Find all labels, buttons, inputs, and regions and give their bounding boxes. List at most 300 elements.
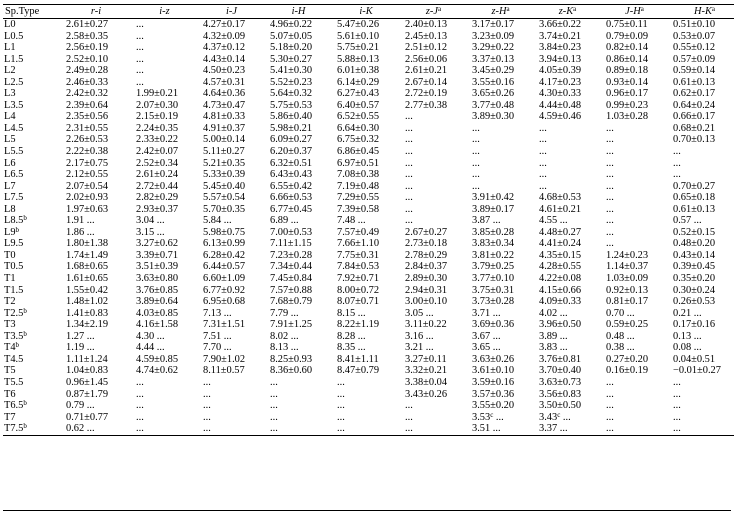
color-value-cell: 0.51±0.10	[673, 19, 716, 30]
color-value-cell: 3.65 ...	[472, 342, 501, 354]
color-value-cell: 5.64±0.32	[270, 88, 313, 100]
table-row	[3, 308, 734, 320]
color-value-cell: 3.38±0.04	[405, 376, 448, 388]
color-value-cell: 2.17±0.75	[66, 157, 109, 169]
color-value-cell: ...	[673, 376, 681, 388]
color-value-cell: 2.40±0.13	[405, 19, 448, 30]
color-value-cell: 1.68±0.65	[66, 261, 109, 273]
color-value-cell: 2.84±0.37	[405, 261, 448, 273]
column-header-label: z-K	[558, 5, 574, 17]
table-row	[3, 192, 734, 204]
color-value-cell: 2.78±0.29	[405, 249, 448, 261]
color-value-cell: 3.23±0.09	[472, 30, 515, 42]
column-header-footnote: a	[573, 4, 577, 13]
table-row	[3, 42, 734, 54]
color-value-cell: 2.39±0.64	[66, 99, 109, 111]
cell-footnote: c	[557, 410, 561, 419]
color-value-cell: 6.32±0.51	[270, 157, 313, 169]
color-value-cell: 5.84 ...	[203, 215, 232, 227]
color-value-cell: 1.91 ...	[66, 215, 95, 227]
color-value-cell: 6.52±0.55	[337, 111, 380, 123]
spectral-type-label: T4.5	[4, 353, 24, 365]
column-header-label: i-H	[291, 5, 306, 17]
spectral-type-cell	[3, 88, 61, 100]
color-value-cell: 2.82±0.29	[136, 192, 179, 204]
color-value-cell: 3.69±0.36	[472, 319, 515, 331]
color-value-cell: ...	[337, 388, 345, 400]
color-value-cell: 1.34±2.19	[66, 319, 109, 331]
color-value-cell: 6.28±0.42	[203, 249, 246, 261]
table-header	[3, 5, 734, 19]
color-value-cell: 8.36±0.60	[270, 365, 313, 377]
row-footnote: b	[23, 422, 27, 431]
color-value-cell: 0.26±0.53	[673, 296, 716, 308]
color-value-cell: ...	[673, 157, 681, 169]
color-value-cell: 0.70±0.27	[673, 180, 716, 192]
color-value-cell: ...	[405, 180, 413, 192]
color-value-cell: 3.87 ...	[472, 215, 501, 227]
color-value-cell: ...	[539, 134, 547, 146]
color-value-cell: 2.61±0.27	[66, 19, 109, 30]
color-value-cell: 7.48 ...	[337, 215, 366, 227]
color-value-cell: 4.91±0.37	[203, 122, 246, 134]
column-header-footnote: a	[640, 4, 644, 13]
color-value-cell: 2.46±0.33	[66, 76, 109, 88]
spectral-type-cell	[3, 100, 61, 112]
spectral-type-label: T6.5	[4, 400, 24, 412]
color-value-cell: 2.56±0.06	[405, 53, 448, 65]
color-value-cell: 3.56±0.83	[539, 388, 582, 400]
color-value-cell: ...	[606, 134, 614, 146]
color-value-cell: 3.39±0.71	[136, 249, 179, 261]
spectral-type-cell	[3, 365, 61, 377]
color-value-cell: 2.77±0.38	[405, 99, 448, 111]
table-row	[3, 146, 734, 158]
spectral-type-label: T7	[4, 411, 16, 423]
spectral-type-cell	[3, 215, 61, 227]
color-value-cell: 2.07±0.54	[66, 180, 109, 192]
column-header-label: J-H	[625, 5, 641, 17]
spectral-type-label: L1	[4, 42, 16, 54]
color-value-cell: 1.80±1.38	[66, 238, 109, 250]
color-value-cell: 5.11±0.27	[203, 146, 245, 158]
color-value-cell: 7.11±1.15	[270, 238, 312, 250]
color-value-cell: 3.59±0.16	[472, 376, 515, 388]
color-value-cell: 3.83±0.34	[472, 238, 515, 250]
color-value-cell: ...	[203, 400, 211, 412]
color-value-cell: 3.37±0.13	[472, 53, 515, 65]
color-value-cell: ...	[405, 134, 413, 146]
color-value-cell: 0.21 ...	[673, 307, 702, 319]
column-header-label: Sp.Type	[5, 5, 40, 17]
column-header-label: i-K	[359, 5, 373, 17]
table-row	[3, 238, 734, 250]
color-value-cell: 2.52±0.34	[136, 157, 179, 169]
color-value-cell: 0.71±0.77	[66, 411, 109, 423]
table-row	[3, 227, 734, 239]
color-value-cell: 4.74±0.62	[136, 365, 179, 377]
table-row	[3, 412, 734, 424]
row-footnote: b	[23, 306, 27, 315]
color-value-cell: ...	[472, 169, 480, 181]
color-value-cell: 2.94±0.31	[405, 284, 448, 296]
color-value-cell: 4.41±0.24	[539, 238, 582, 250]
color-value-cell: 3.77±0.10	[472, 273, 515, 285]
color-value-cell: ...	[539, 146, 547, 158]
color-value-cell: 2.61±0.24	[136, 169, 179, 181]
color-value-cell: 6.27±0.43	[337, 88, 380, 100]
spectral-type-cell	[3, 412, 61, 424]
color-value-cell: 8.00±0.72	[337, 284, 380, 296]
color-value-cell: 1.24±0.23	[606, 249, 649, 261]
color-value-cell: ...	[405, 203, 413, 215]
color-value-cell: 3.94±0.13	[539, 53, 582, 65]
spectral-type-label: L5	[4, 134, 16, 146]
color-value-cell: 2.12±0.55	[66, 169, 109, 181]
color-value-cell: ...	[405, 157, 413, 169]
color-value-cell: 3.70±0.40	[539, 365, 582, 377]
table-row	[3, 423, 734, 435]
column-header-footnote: a	[711, 4, 715, 13]
color-value-cell: 0.57±0.09	[673, 53, 716, 65]
color-value-cell: 5.88±0.13	[337, 53, 380, 65]
color-value-cell: ...	[270, 400, 278, 412]
spectral-type-label: L4	[4, 111, 16, 123]
color-value-cell: 7.66±1.10	[337, 238, 380, 250]
color-value-cell: 5.86±0.40	[270, 111, 313, 123]
color-value-cell: 3.91±0.42	[472, 192, 515, 204]
spectral-type-label: T7.5	[4, 423, 24, 435]
color-value-cell: 2.49±0.28	[66, 65, 109, 77]
color-value-cell: 0.48±0.20	[673, 238, 716, 250]
color-value-cell: 2.31±0.55	[66, 122, 109, 134]
color-value-cell: 3.00±0.10	[405, 296, 448, 308]
color-value-cell: 5.21±0.35	[203, 157, 246, 169]
color-value-cell: 3.21 ...	[405, 342, 434, 354]
color-value-cell: 1.61±0.65	[66, 273, 109, 285]
color-value-cell: 1.48±1.02	[66, 296, 109, 308]
color-value-cell: 8.13 ...	[270, 342, 299, 354]
color-value-cell: 2.61±0.21	[405, 65, 448, 77]
color-value-cell: 0.70±0.13	[673, 134, 716, 146]
color-value-cell: 0.52±0.15	[673, 226, 716, 238]
color-value-cell: ...	[606, 226, 614, 238]
color-value-cell: 3.45±0.29	[472, 65, 515, 77]
color-value-cell: 3.89±0.64	[136, 296, 179, 308]
color-value-cell: 3.73±0.28	[472, 296, 515, 308]
color-value-cell: 0.43±0.14	[673, 249, 716, 261]
color-value-cell: 3.76±0.85	[136, 284, 179, 296]
color-value-cell: 5.45±0.40	[203, 180, 246, 192]
color-value-cell: 2.73±0.18	[405, 238, 448, 250]
color-value-cell: 4.50±0.23	[203, 65, 246, 77]
color-value-cell: ...	[601, 423, 668, 435]
color-value-cell: 1.97±0.63	[66, 203, 109, 215]
color-value-cell: 6.01±0.38	[337, 65, 380, 77]
color-value-cell: 3.51±0.39	[136, 261, 179, 273]
color-value-cell: 8.02 ...	[270, 330, 299, 342]
color-value-cell: 7.79 ...	[270, 307, 299, 319]
color-value-cell: 3.85±0.28	[472, 226, 515, 238]
column-header-label: i-z	[159, 5, 170, 17]
color-value-cell: ...	[606, 146, 614, 158]
color-value-cell: 3.84±0.23	[539, 42, 582, 54]
color-value-cell: 7.51 ...	[203, 330, 232, 342]
color-value-cell: 1.99±0.21	[136, 88, 179, 100]
table-row	[3, 134, 734, 146]
color-value-cell: 6.60±1.09	[203, 273, 246, 285]
color-value-cell: 3.43$^c$ ...	[539, 410, 571, 423]
spectral-type-label: T3.5	[4, 330, 24, 342]
color-value-cell: ...	[136, 376, 144, 388]
spectral-type-cell	[3, 181, 61, 193]
column-header-label: H-K	[693, 5, 712, 17]
spectral-type-cell	[3, 389, 61, 401]
color-value-cell: 2.45±0.13	[405, 30, 448, 42]
color-value-cell: 2.52±0.10	[66, 53, 109, 65]
color-value-cell: 5.07±0.05	[270, 30, 313, 42]
color-value-cell: 3.55±0.20	[472, 400, 515, 412]
color-value-cell: 7.92±0.71	[337, 273, 380, 285]
color-value-cell: 4.96±0.22	[270, 19, 313, 30]
color-value-cell: 2.22±0.38	[66, 146, 109, 158]
spectral-type-cell	[3, 285, 61, 297]
color-value-cell: ...	[131, 423, 198, 435]
spectral-type-label: T0.5	[4, 261, 24, 273]
color-value-cell: 0.66±0.17	[673, 111, 716, 123]
color-value-cell: 4.61±0.21	[539, 203, 582, 215]
color-value-cell: 3.67 ...	[472, 330, 501, 342]
color-value-cell: 3.74±0.21	[539, 30, 582, 42]
color-value-cell: 4.05±0.39	[539, 65, 582, 77]
spectral-type-cell	[3, 377, 61, 389]
color-value-cell: 7.23±0.28	[270, 249, 313, 261]
spectral-type-label: T1	[4, 273, 16, 285]
table-row	[3, 331, 734, 343]
color-value-cell: 4.16±1.58	[136, 319, 179, 331]
column-header	[3, 5, 61, 19]
spectral-type-label: L7	[4, 180, 16, 192]
color-value-cell: 5.52±0.23	[270, 76, 313, 88]
color-value-cell: ...	[673, 400, 681, 412]
row-footnote: b	[23, 214, 27, 223]
color-value-cell: 3.77±0.48	[472, 99, 515, 111]
color-value-cell: ...	[405, 411, 413, 423]
color-value-cell: 1.55±0.42	[66, 284, 109, 296]
color-value-cell: 4.48±0.27	[539, 226, 582, 238]
spectral-type-label: L7.5	[4, 192, 24, 204]
color-value-cell: 2.51±0.12	[405, 42, 448, 54]
color-value-cell: 1.03±0.28	[606, 111, 649, 123]
color-value-cell: 0.13 ...	[673, 330, 702, 342]
color-value-cell: ...	[673, 411, 681, 423]
color-value-cell: 4.17±0.23	[539, 76, 582, 88]
color-value-cell: −0.01±0.27	[673, 365, 721, 377]
color-value-cell: 3.50±0.50	[539, 400, 582, 412]
column-header-label: z-J	[425, 5, 438, 17]
color-value-cell: 0.93±0.14	[606, 76, 649, 88]
color-value-cell: 3.63±0.80	[136, 273, 179, 285]
color-value-cell: ...	[539, 157, 547, 169]
color-value-cell: 0.48 ...	[606, 330, 635, 342]
color-value-cell: 3.51 ...	[467, 423, 534, 435]
color-value-cell: ...	[136, 53, 144, 65]
color-value-cell: 3.66±0.22	[539, 19, 582, 30]
spectral-type-label: L4.5	[4, 122, 24, 134]
row-footnote: b	[23, 329, 27, 338]
color-value-cell: ...	[136, 400, 144, 412]
color-value-cell: 4.43±0.14	[203, 53, 246, 65]
color-value-cell: ...	[136, 30, 144, 42]
spectral-type-cell	[3, 31, 61, 43]
spectral-color-table	[3, 4, 734, 436]
color-value-cell: 5.18±0.20	[270, 42, 313, 54]
color-value-cell: 4.64±0.36	[203, 88, 246, 100]
color-value-cell: 6.66±0.53	[270, 192, 313, 204]
color-value-cell: 7.39±0.58	[337, 203, 380, 215]
color-value-cell: ...	[668, 423, 734, 435]
color-value-cell: 3.89±0.30	[472, 111, 515, 123]
color-value-cell: ...	[337, 411, 345, 423]
spectral-type-cell	[3, 308, 61, 320]
color-value-cell: ...	[606, 169, 614, 181]
color-value-cell: 3.96±0.50	[539, 319, 582, 331]
color-value-cell: 2.24±0.35	[136, 122, 179, 134]
color-value-cell: 6.13±0.99	[203, 238, 246, 250]
spectral-type-label: T2	[4, 296, 16, 308]
column-header	[131, 5, 198, 19]
spectral-type-cell	[3, 158, 61, 170]
color-value-cell: ...	[400, 423, 467, 435]
table-row	[3, 273, 734, 285]
table-row	[3, 19, 734, 31]
column-header-footnote: a	[506, 4, 510, 13]
color-value-cell: 3.57±0.36	[472, 388, 515, 400]
color-value-cell: ...	[606, 180, 614, 192]
color-value-cell: ...	[136, 388, 144, 400]
spectral-type-label: T5.5	[4, 376, 24, 388]
color-value-cell: 7.31±1.51	[203, 319, 246, 331]
color-value-cell: 8.07±0.71	[337, 296, 380, 308]
color-value-cell: ...	[673, 169, 681, 181]
color-value-cell: ...	[539, 180, 547, 192]
table-row	[3, 158, 734, 170]
color-value-cell: 3.27±0.62	[136, 238, 179, 250]
color-value-cell: 3.29±0.22	[472, 42, 515, 54]
table-row	[3, 100, 734, 112]
color-value-cell: 1.27 ...	[66, 330, 95, 342]
color-value-cell: 6.77±0.45	[270, 203, 313, 215]
color-value-cell: 4.44 ...	[136, 342, 165, 354]
color-value-cell: 4.30±0.33	[539, 88, 582, 100]
color-value-cell: 0.96±0.17	[606, 88, 649, 100]
color-value-cell: 3.17±0.17	[472, 19, 515, 30]
color-value-cell: 8.25±0.93	[270, 353, 313, 365]
color-value-cell: 2.42±0.32	[66, 88, 109, 100]
spectral-type-label: T0	[4, 249, 16, 261]
spectral-type-label: T1.5	[4, 284, 24, 296]
table-row	[3, 65, 734, 77]
color-value-cell: 6.95±0.68	[203, 296, 246, 308]
color-value-cell: 7.13 ...	[203, 307, 232, 319]
color-value-cell: ...	[265, 423, 332, 435]
spectral-type-label: L2.5	[4, 76, 24, 88]
color-value-cell: 2.72±0.44	[136, 180, 179, 192]
color-value-cell: 2.58±0.35	[66, 30, 109, 42]
spectral-type-label: T5	[4, 365, 16, 377]
color-value-cell: 4.35±0.15	[539, 249, 582, 261]
color-value-cell: ...	[606, 192, 614, 204]
color-value-cell: ...	[203, 376, 211, 388]
color-value-cell: 6.20±0.37	[270, 146, 313, 158]
color-value-cell: 6.43±0.43	[270, 169, 313, 181]
color-value-cell: ...	[136, 76, 144, 88]
color-value-cell: 0.79 ...	[66, 400, 95, 412]
color-value-cell: ...	[606, 376, 614, 388]
color-value-cell: 0.17±0.16	[673, 319, 716, 331]
spectral-type-label: T6	[4, 388, 16, 400]
row-footnote: b	[23, 399, 27, 408]
color-value-cell: 0.55±0.12	[673, 42, 716, 54]
color-value-cell: 4.02 ...	[539, 307, 568, 319]
spectral-type-cell	[3, 19, 61, 31]
color-value-cell: 8.11±0.57	[203, 365, 245, 377]
color-value-cell: 0.65±0.18	[673, 192, 716, 204]
color-value-cell: 0.59±0.14	[673, 65, 716, 77]
spectral-type-cell	[3, 54, 61, 66]
spectral-type-label: L9	[4, 226, 16, 238]
table-row	[3, 342, 734, 354]
color-value-cell: 4.55 ...	[539, 215, 568, 227]
color-value-cell: 4.22±0.08	[539, 273, 582, 285]
color-value-cell: 3.05 ...	[405, 307, 434, 319]
color-value-cell: ...	[606, 400, 614, 412]
color-value-cell: 2.33±0.22	[136, 134, 179, 146]
color-value-cell: ...	[539, 169, 547, 181]
spectral-type-label: L8.5	[4, 215, 24, 227]
spectral-type-label: L3.5	[4, 99, 24, 111]
color-value-cell: 6.97±0.51	[337, 157, 380, 169]
color-value-cell: 1.14±0.37	[606, 261, 649, 273]
color-value-cell: ...	[606, 388, 614, 400]
color-value-cell: 3.81±0.22	[472, 249, 515, 261]
spectral-type-cell	[3, 331, 61, 343]
color-value-cell: 3.71 ...	[472, 307, 501, 319]
color-value-cell: ...	[405, 400, 413, 412]
color-value-cell: 0.30±0.24	[673, 284, 716, 296]
color-value-cell: 0.61±0.13	[673, 203, 716, 215]
color-value-cell: 2.67±0.27	[405, 226, 448, 238]
color-value-cell: 0.59±0.25	[606, 319, 649, 331]
table-row	[3, 88, 734, 100]
color-value-cell: 0.89±0.18	[606, 65, 649, 77]
color-value-cell: 3.53$^c$ ...	[472, 410, 504, 423]
color-value-cell: 5.70±0.35	[203, 203, 246, 215]
color-value-cell: 3.63±0.26	[472, 353, 515, 365]
color-value-cell: 2.07±0.30	[136, 99, 179, 111]
spectral-type-cell	[3, 169, 61, 181]
color-value-cell: 5.75±0.53	[270, 99, 313, 111]
color-value-cell: ...	[472, 134, 480, 146]
color-value-cell: ...	[673, 146, 681, 158]
column-header	[265, 5, 332, 19]
spectral-type-cell	[3, 123, 61, 135]
color-value-cell: 3.65±0.26	[472, 88, 515, 100]
table-row	[3, 77, 734, 89]
color-value-cell: 7.08±0.38	[337, 169, 380, 181]
spectral-type-cell	[3, 319, 61, 331]
color-value-cell: 2.67±0.14	[405, 76, 448, 88]
